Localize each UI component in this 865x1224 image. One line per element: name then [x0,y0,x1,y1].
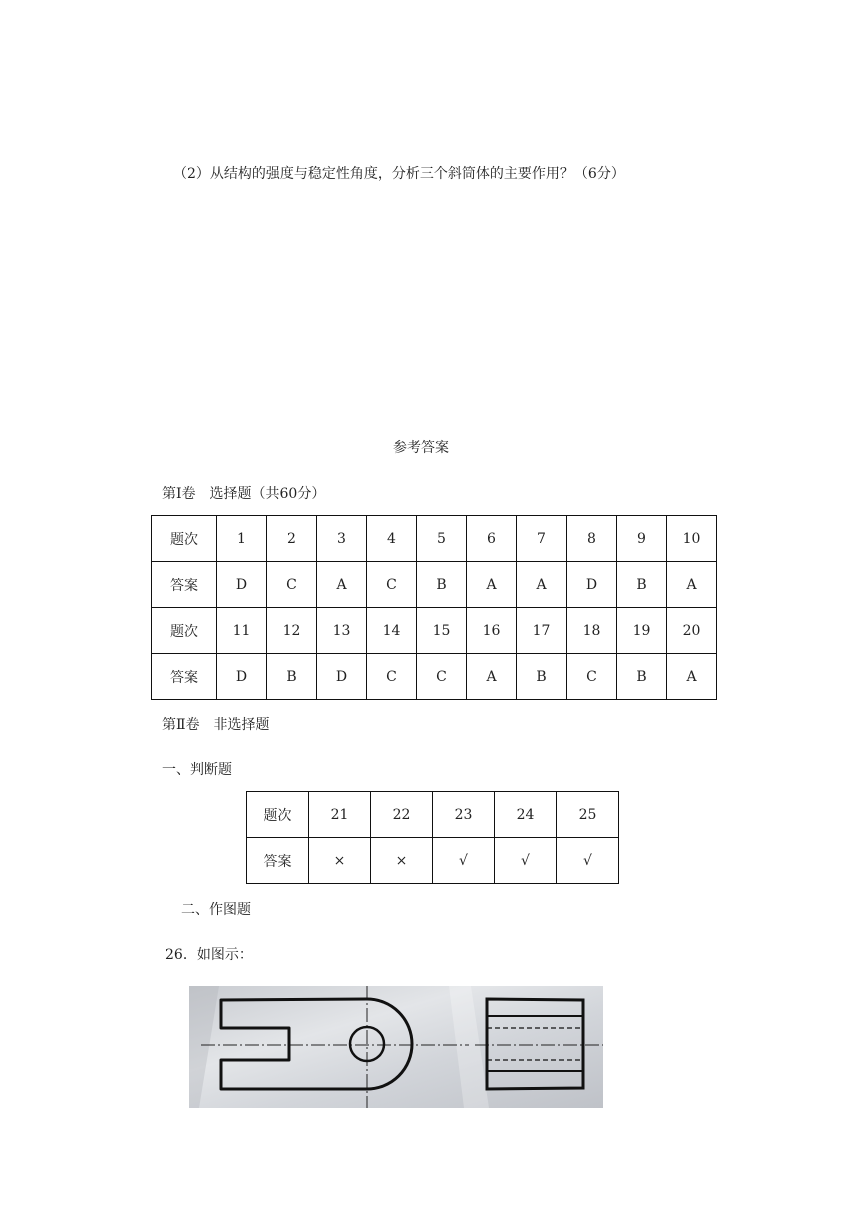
table-cell: 15 [417,608,467,654]
row-label: 答案 [247,838,309,884]
table-row [247,838,619,884]
question-2: （2）从结构的强度与稳定性角度，分析三个斜筒体的主要作用？（6分） [173,166,625,182]
answer-title: 参考答案 [393,440,449,456]
table-cell: B [617,562,667,608]
true-false-answer-table [246,791,619,884]
table-cell: √ [557,838,619,884]
table-cell: D [217,562,267,608]
table-cell: 14 [367,608,417,654]
table-row [152,516,717,562]
table-cell: × [309,838,371,884]
section2-title: 二、作图题 [181,902,251,918]
part1-title: 第Ⅰ卷 选择题（共60分） [162,486,326,502]
table-cell: 25 [557,792,619,838]
table-cell: 17 [517,608,567,654]
technical-drawing-photo [189,986,603,1108]
part2-title: 第Ⅱ卷 非选择题 [162,717,270,733]
table-row [247,792,619,838]
table-cell: 13 [317,608,367,654]
table-cell: C [367,562,417,608]
table-cell: 3 [317,516,367,562]
table-row [152,608,717,654]
table-cell: √ [495,838,557,884]
table-cell: 8 [567,516,617,562]
table-cell: √ [433,838,495,884]
table-cell: B [517,654,567,700]
table-cell: 20 [667,608,717,654]
table-cell: A [467,654,517,700]
table-cell: 16 [467,608,517,654]
table-cell: D [217,654,267,700]
table-cell: 23 [433,792,495,838]
table-cell: 22 [371,792,433,838]
table-cell: A [667,654,717,700]
table-cell: 4 [367,516,417,562]
table-cell: 11 [217,608,267,654]
table-cell: 18 [567,608,617,654]
table-cell: 19 [617,608,667,654]
table-cell: 10 [667,516,717,562]
table-cell: 2 [267,516,317,562]
table-cell: B [617,654,667,700]
table-cell: 9 [617,516,667,562]
row-label: 答案 [152,654,217,700]
table-row [152,562,717,608]
table-cell: 1 [217,516,267,562]
row-label: 答案 [152,562,217,608]
table-cell: C [567,654,617,700]
section1-title: 一、判断题 [162,762,232,778]
table-cell: 12 [267,608,317,654]
table-cell: C [267,562,317,608]
table-cell: D [317,654,367,700]
table-cell: 6 [467,516,517,562]
row-label: 题次 [247,792,309,838]
table-cell: 21 [309,792,371,838]
table-cell: C [367,654,417,700]
item-26: 26．如图示： [165,947,253,963]
table-cell: D [567,562,617,608]
table-cell: × [371,838,433,884]
table-cell: 24 [495,792,557,838]
table-row [152,654,717,700]
row-label: 题次 [152,516,217,562]
table-cell: A [467,562,517,608]
table-cell: C [417,654,467,700]
table-cell: A [517,562,567,608]
table-cell: B [417,562,467,608]
table-cell: 5 [417,516,467,562]
row-label: 题次 [152,608,217,654]
table-cell: A [667,562,717,608]
table-cell: A [317,562,367,608]
table-cell: 7 [517,516,567,562]
table-cell: B [267,654,317,700]
multiple-choice-answer-table [151,515,717,700]
